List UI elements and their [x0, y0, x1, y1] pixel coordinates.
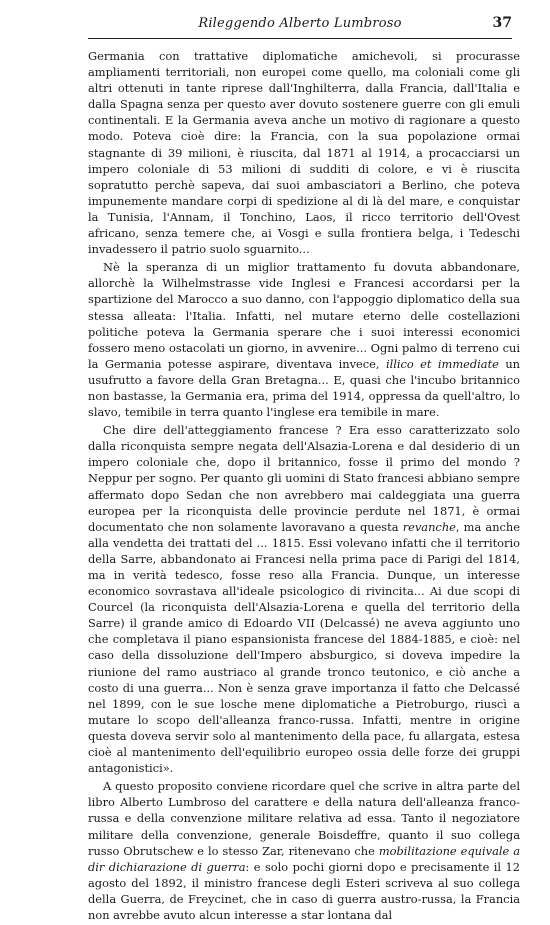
italic-phrase: revanche	[402, 519, 456, 534]
paragraph-text: Germania con trattative diplomatiche amichevoli, si procurasse ampliamenti territoriali, non europei come quello, ma coloniali come gli altri ottenuti in tante riprese dall'Inghilterra, dalla Francia, dall'Italia e dalla Spagna senza per questo aver dovuto sostenere guerre con gli emuli continentali. E la Germania aveva anche un motivo di ragionare a questo modo. Poteva cioè dire: la Francia, con la sua popolazione ormai stagnante di 39 milioni, è riuscita, dal 1871 al 1914, a procacciarsi un impero coloniale di 53 milioni di sudditi di colore, e vi è riuscita sopratutto perchè sapeva, dai suoi ambasciatori a Berlino, che poteva impunemente mandare corpi di spedizione al di là del mare, e conquistar la Tunisia, l'Annam, il Tonchino, Laos, il ricco territorio dell'Ovest africano, senza temere che, ai Vosgi e sulla frontiera belga, i Tedeschi invadessero il patrio suolo sguarnito...	[88, 49, 520, 257]
paragraph-1	[88, 48, 520, 257]
italic-phrase: mobilitazione equivale a dir dichiarazione di guerra	[88, 843, 520, 874]
paragraph-text: A questo proposito conviene ricordare quel che scrive in altra parte del libro Alberto Lumbroso del carattere e della natura dell'alleanza franco-russa e della convenzione militare relativa ad essa. Tanto il negoziatore militare della convenzione, generale Boisdeffre, quanto il suo collega russo Obrutschew e lo stesso Zar, ritenevano che	[88, 779, 520, 858]
paragraph-text: Nè la speranza di un miglior trattamento fu dovuta abbandonare, allorchè la Wilhelmstrasse vide Inglesi e Francesi accordarsi per la spartizione del Marocco a suo danno, con l'appoggio diplomatico della sua stessa alleata: l'Italia. Infatti, nel mutare eterno delle costellazioni politiche poteva la Germania sperare che i suoi interessi economici fossero meno ostacolati un giorno, in avvenire... Ogni palmo di terreno cui la Germania potesse aspirare, diventava invece,	[88, 260, 520, 371]
paragraph-3	[88, 422, 520, 776]
running-title: Rileggendo Alberto Lumbroso	[198, 16, 402, 31]
paragraph-2	[88, 259, 520, 420]
page-number: 37	[492, 15, 512, 31]
paragraph-text: Che dire dell'atteggiamento francese ? Era esso caratterizzato solo dalla riconquista sempre negata dell'Alsazia-Lorena e dal desiderio di un impero coloniale che, dopo il britannico, fosse il primo del mondo ? Neppur per sogno. Per quanto gli uomini di Stato francesi abbiano sempre affermato dopo Sedan che non avrebbero mai caldeggiata una guerra europea per la riconquista delle provincie perdute nel 1871, è ormai documentato che non solamente lavoravano a questa	[88, 423, 520, 534]
paragraph-4	[88, 778, 520, 923]
page-header	[88, 16, 512, 39]
paragraph-text: : e solo pochi giorni dopo e precisamente il 12 agosto del 1892, il ministro francese degli Esteri scriveva al suo collega della Guerra, de Freycinet, che in caso di guerra austro-russa, la Francia non avrebbe avuto alcun interesse a star lontana dal	[88, 859, 520, 922]
italic-phrase: illico et immediate	[385, 356, 499, 371]
paragraph-text: un usufrutto a favore della Gran Bretagna... E, quasi che l'incubo britannico non bastasse, la Germania era, prima del 1914, oppressa da quell'altro, lo slavo, temibile in terra quanto l'inglese era temibile in mare.	[88, 356, 520, 420]
body-text	[88, 48, 520, 925]
paragraph-text: , ma anche alla vendetta dei trattati del ... 1815. Essi volevano infatti che il territorio della Sarre, abbandonato ai Francesi nella prima pace di Parigi del 1814, ma in verità tedesco, fosse reso alla Francia. Dunque, un interesse economico sovrastava all'ideale psicologico di rivincita... Ai due scopi di Courcel (la riconquista dell'Alsazia-Lorena e quella del territorio della Sarre) il grande amico di Edoardo VII (Delcassé) ne aveva aggiunto uno che completava il piano espansionista francese del 1884-1885, e cioè: nel caso della dissoluzione dell'Impero absburgico, si doveva impedire la riunione del ramo austriaco al grande tronco teutonico, e ciò anche a costo di una guerra... Non è senza grave importanza il fatto che Delcassé nel 1899, con le sue losche mene diplomatiche a Pietroburgo, riuscì a mutare lo scopo dell'alleanza franco-russa. Infatti, mentre in origine questa doveva servir solo al mantenimento della pace, fu allargata, estesa cioè al mantenimento dell'equilibrio europeo ossia delle forze dei gruppi antagonistici».	[88, 519, 521, 776]
